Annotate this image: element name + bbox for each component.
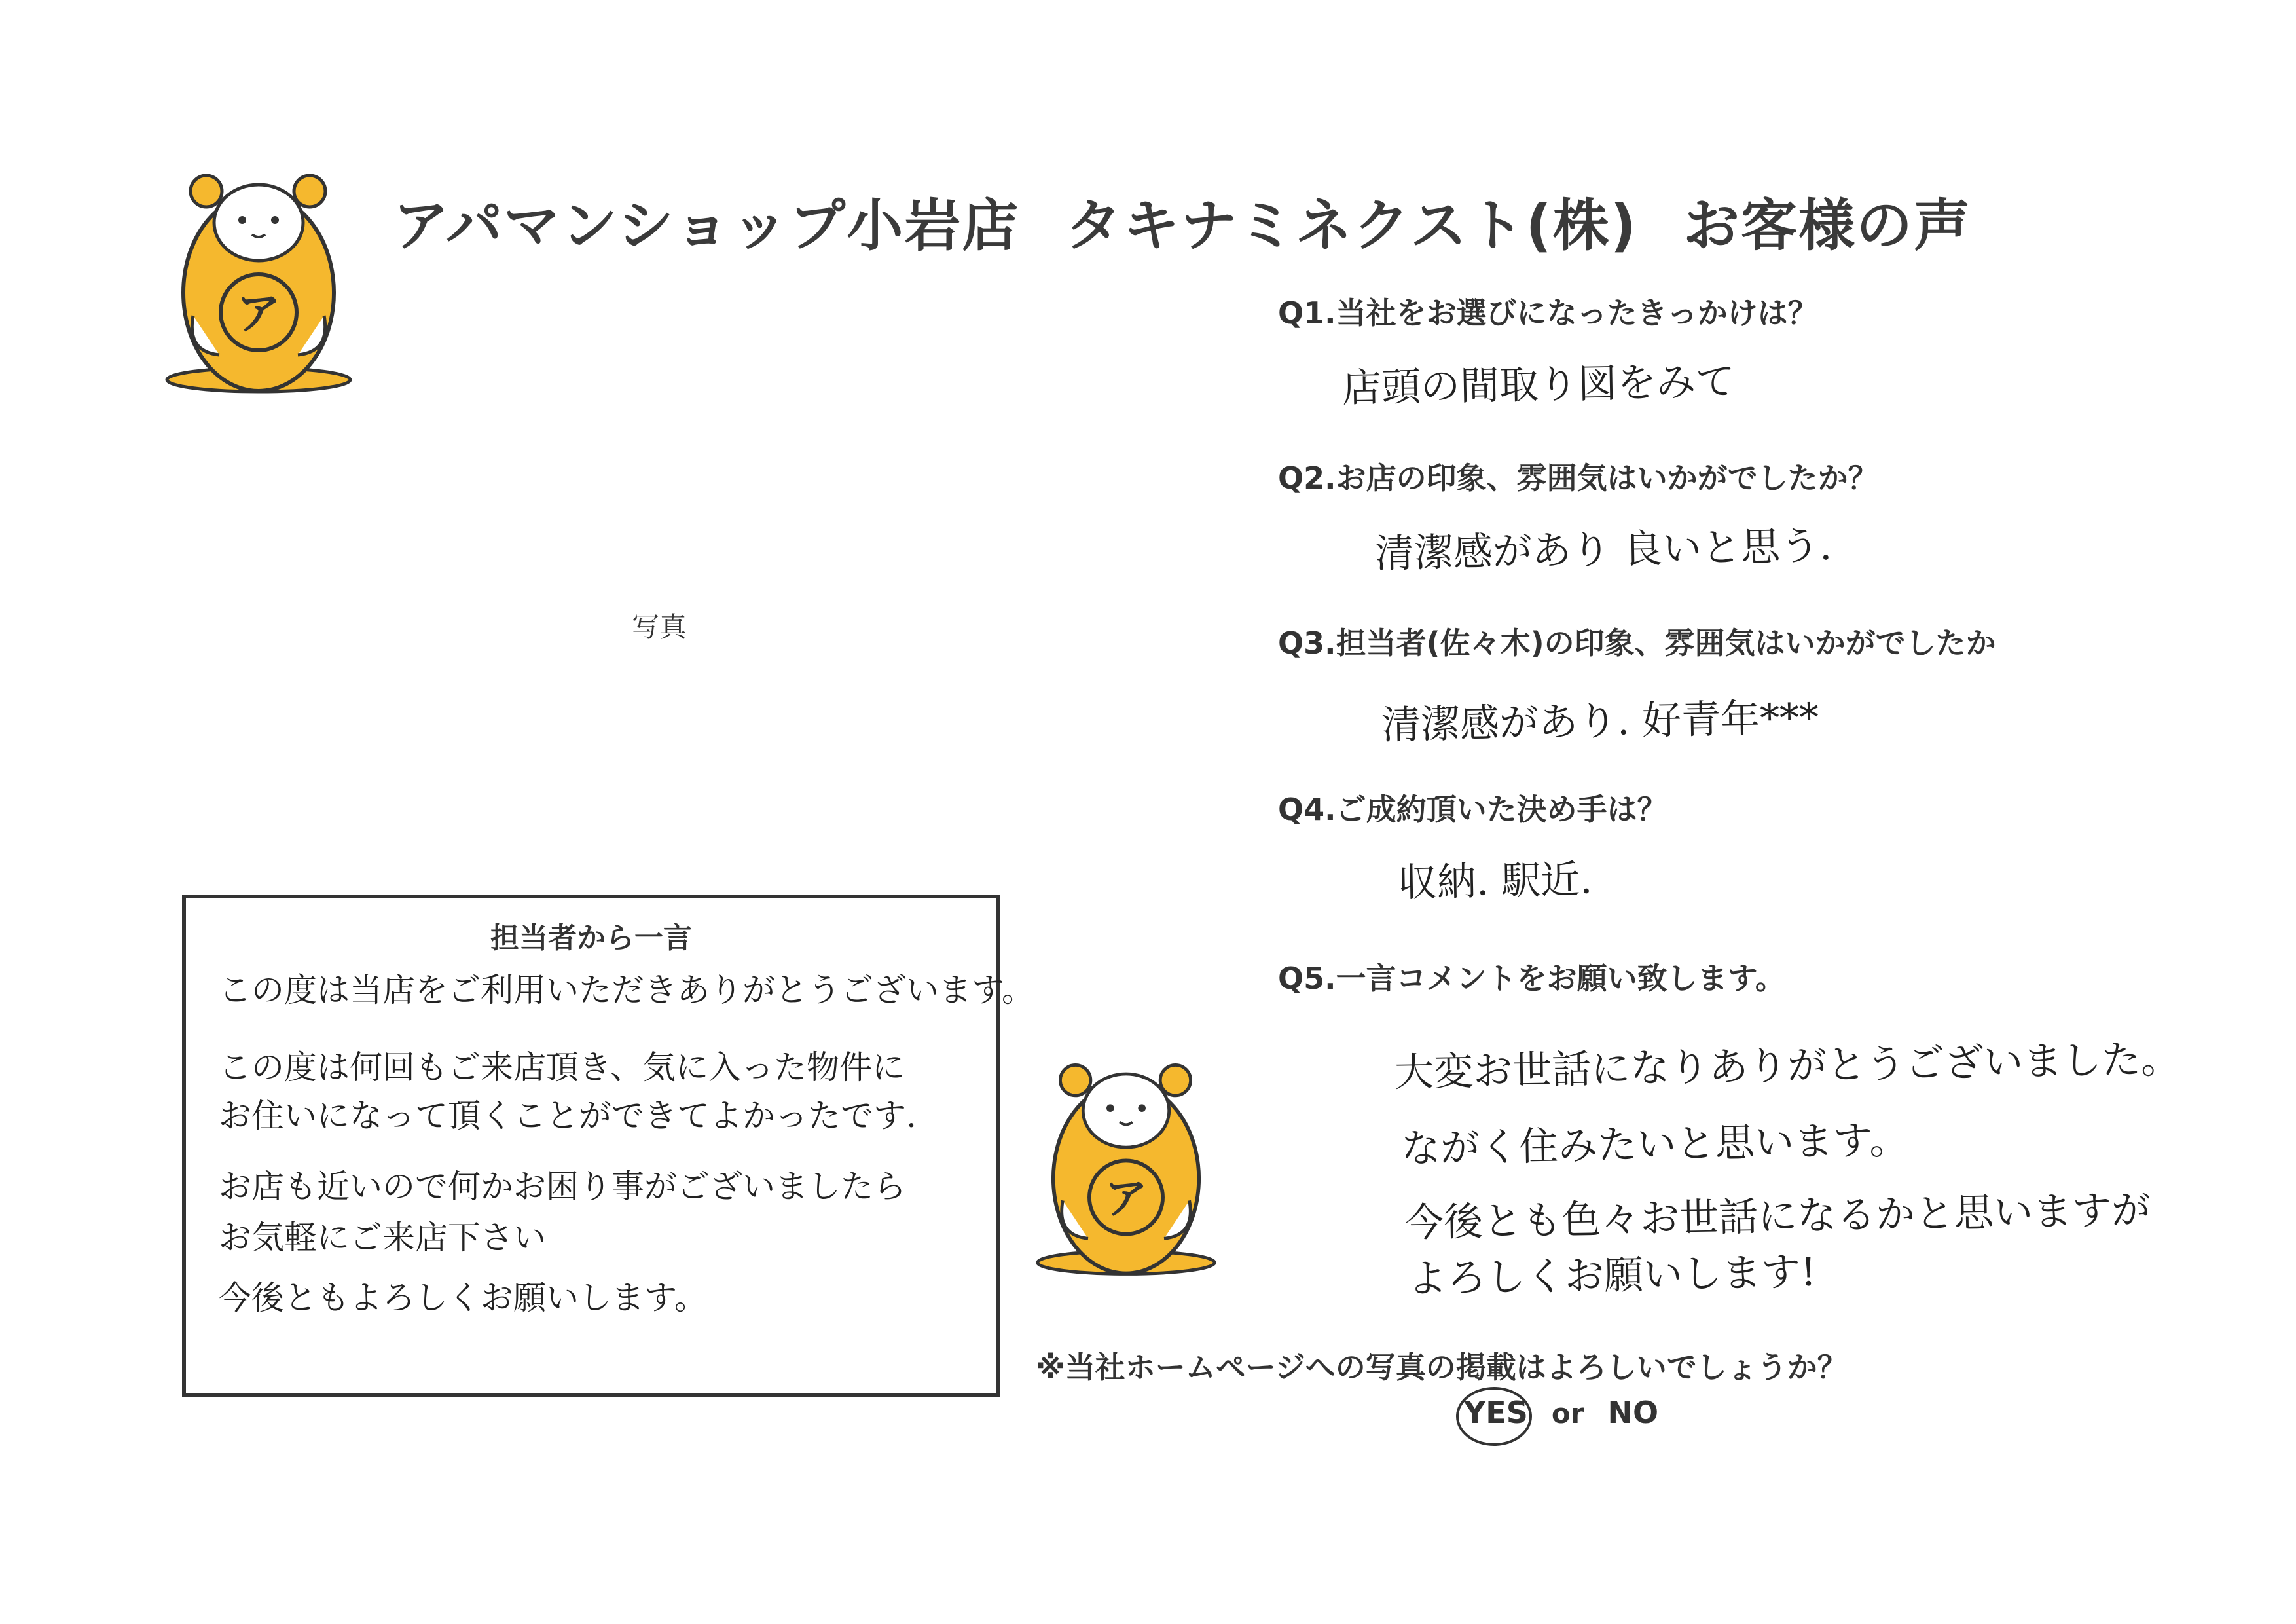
photo-label: 写真: [632, 611, 687, 643]
photo-consent-options: [1464, 1395, 1658, 1430]
staff-message-line: お気軽にご来店下さい: [219, 1219, 546, 1257]
staff-message-line: お住いになって頂くことができてよかったです.: [219, 1097, 917, 1135]
consent-yes-label: YES: [1464, 1395, 1528, 1430]
staff-message-title: 担当者から一言: [490, 921, 692, 955]
consent-or-label: or: [1551, 1397, 1584, 1430]
question-2: Q2.お店の印象、雰囲気はいかがでしたか？: [1278, 460, 1878, 496]
question-5: Q5.一言コメントをお願い致します。: [1278, 961, 1785, 996]
consent-yes-option[interactable]: [1464, 1395, 1528, 1430]
answer-3: 清潔感があり. 好青年***: [1381, 695, 1819, 748]
staff-message-line: お店も近いので何かお困り事がございましたら: [219, 1168, 906, 1206]
svg-text:ア: ア: [236, 288, 282, 340]
q5-comment-line: 大変お世話になりありがとうございました。: [1394, 1036, 2181, 1096]
photo-consent-question: ※当社ホームページへの写真の掲載はよろしいでしょうか？: [1036, 1350, 1848, 1385]
q5-comment-line: 今後とも色々お世話になるかと思いますが: [1404, 1187, 2151, 1246]
question-1: Q1.当社をお選びになったきっかけは？: [1278, 295, 1818, 331]
consent-no-option[interactable]: NO: [1607, 1395, 1659, 1430]
staff-message-line: この度は何回もご来店頂き、気に入った物件に: [219, 1048, 905, 1086]
mascot-logo-middle: [1031, 1058, 1221, 1280]
answer-1: 店頭の間取り図をみて: [1341, 358, 1736, 412]
q5-comment-line: ながく住みたいと思います。: [1400, 1117, 1909, 1172]
answer-4: 収納. 駅近.: [1397, 857, 1593, 906]
title-company: タキナミネクスト(株): [1065, 193, 1637, 259]
answer-2: 清潔感があり 良いと思う.: [1374, 523, 1832, 578]
q5-comment-line: よろしくお願いします!: [1407, 1249, 1817, 1302]
selection-circle-mark: [1456, 1387, 1532, 1446]
svg-text:ア: ア: [1104, 1173, 1148, 1224]
question-4: Q4.ご成約頂いた決め手は？: [1278, 792, 1667, 827]
title-voice: お客様の声: [1683, 193, 1971, 259]
staff-message-line: この度は当店をご利用いただきありがとうございます。: [219, 971, 1034, 1009]
title-shop: アパマンショップ小岩店: [393, 193, 1020, 259]
page-title: [393, 183, 1971, 268]
question-3: Q3.担当者(佐々木)の印象、雰囲気はいかがでしたか: [1278, 625, 1996, 661]
mascot-logo-top: [160, 172, 357, 394]
staff-message-line: 今後ともよろしくお願いします。: [219, 1279, 707, 1317]
staff-message-box: [182, 895, 1034, 1397]
